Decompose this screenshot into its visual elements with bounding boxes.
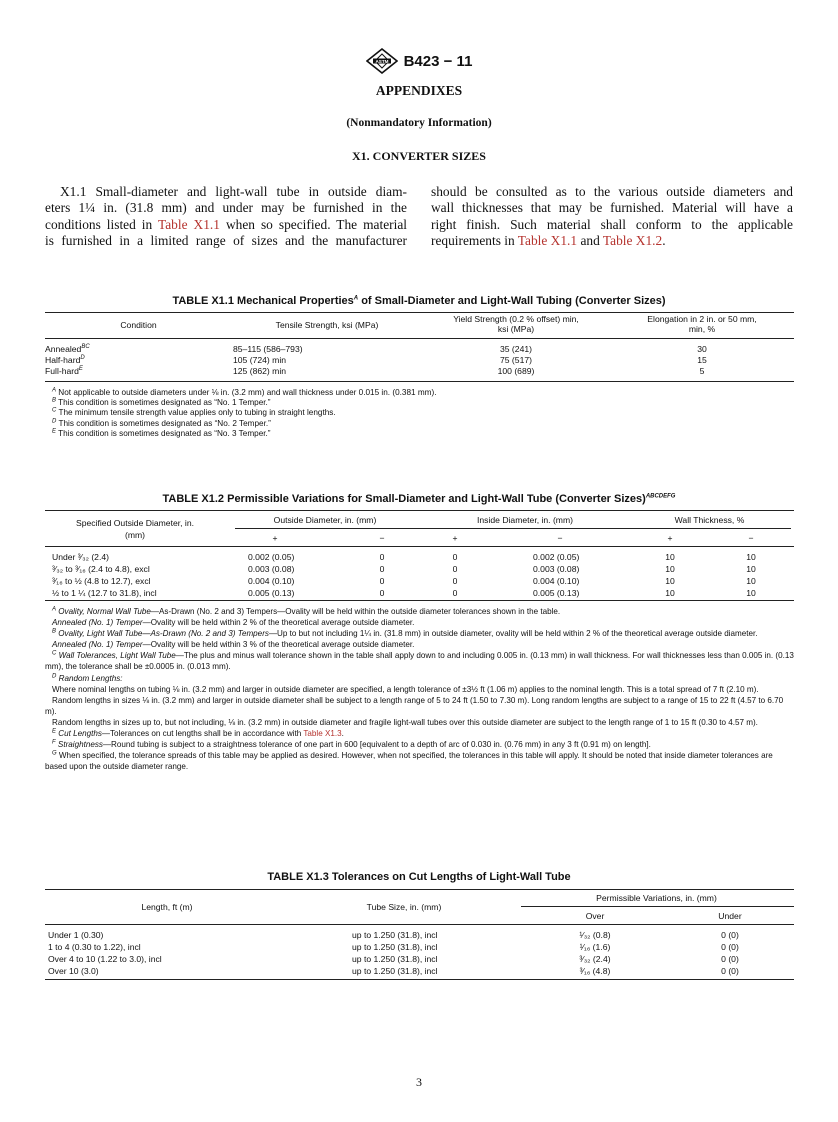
table-rule (45, 979, 794, 980)
col-header-wall-thickness: Wall Thickness, % (674, 515, 745, 525)
table-cell: 0.002 (0.05) (533, 552, 580, 562)
table-cell: 10 (665, 552, 675, 562)
col-header-outside-diameter: Outside Diameter, in. (mm) (273, 515, 377, 525)
table-cell: 0 (452, 588, 458, 598)
table-cell: 10 (746, 588, 756, 598)
table-cell: Under 1 (0.30) (48, 930, 104, 940)
table-cell: 0.005 (0.13) (533, 588, 580, 598)
table-rule (45, 312, 794, 313)
table-x1-2-footnotes: $^A$ Ovality, Normal Wall Tube—As-Drawn (No. 2 and 3) Tempers—Ovality will be held within the outside diameter tolerances shown in the table. Annealed (No. 1) Temper—Ovality will be held within 2 % of the theoretical average outside diameter. $^B$ Ovality, Light Wall Tube—As-Drawn (No. 2 and 3) Tempers—Up to but not including 1¼ in. (31.8 mm) in outside diameter, ovality will be held within 2 % of the theoretical average outside diameter. Annealed (No. 1) Temper—Ovality will be held within 3 % of the theoretical average outside diameter. $^C$ Wall Tolerances, Light Wall Tube—The plus and minus wall tolerance shown in the table shall apply down to and including 0.005 in. (0.13 mm) in wall thickness. For wall thicknesses less than 0.005 in. (0.13 mm), the tolerance shall be ±0.0005 in. (0.013 mm). $^D$ Random Lengths: Where nominal lengths on tubing ⅛ in. (3.2 mm) and larger in outside diameter are specified, a length tolerance of ±3½ ft (1.06 m) applies to the nominal length. This is a total spread of 7 ft (2.10 m). Random lengths in sizes ⅛ in. (3.2 mm) and larger in outside diameter shall be subject to a length range of 5 to 24 ft (1.50 to 7.30 m). Long random lengths are subject to a range of 15 to 22 ft (4.57 to 6.70 m). Random lengths in sizes up to, but not including, ⅛ in. (3.2 mm) in outside diameter and fragile light-wall tubes over this outside diameter are subject to the length range of 1 to 15 ft (0.30 to 4.57 m). $^E$ Cut Lengths—Tolerances on cut lengths shall be in accordance with Table X1.3. $^F$ Straightness—Round tubing is subject to a straightness tolerance of one part in 600 [equivalent to a depth of arc of 0.030 in. (0.76 mm) in any 3 ft (0.91 m) on length]. $^G$ When specified, the tolerance spreads of this table may be applied as desired. However, when not specified, the tolerances in this table will apply. It should be noted that inside diameter tolerances are based upon the outside diameter range. (45, 606, 794, 772)
svg-text:ASTM: ASTM (375, 58, 389, 64)
table-x1-1-footnotes: $^A$ Not applicable to outside diameters under ⅛ in. (3.2 mm) and wall thickness under 0.015 in. (0.381 mm). $^B$ This condition is sometimes designated as “No. 1 Temper.” $^C$ The minimum tensile strength value applies only to tubing in straight lengths. $^D$ This condition is sometimes designated as “No. 2 Temper.” $^E$ This condition is sometimes designated as “No. 3 Temper.” (52, 387, 437, 438)
table-cell: up to 1.250 (31.8), incl (352, 966, 438, 976)
page-number: 3 (416, 1075, 422, 1089)
paragraph-left-column (45, 184, 407, 249)
paragraph-right-column (431, 184, 793, 249)
col-header-length: Length, ft (m) (141, 902, 193, 912)
table-cell: 0.002 (0.05) (248, 552, 295, 562)
table-cell: 0 (452, 576, 458, 586)
table-cell: Under ³⁄₃₂ (2.4) (52, 552, 109, 562)
table-cell: 0 (0) (721, 942, 739, 952)
table-cell: 0 (0) (721, 930, 739, 940)
table-rule (45, 510, 794, 511)
para-line: requirements in Table X1.1 and Table X1.2. (431, 232, 666, 248)
para-line: conditions listed in Table X1.1 when so specified. The material (45, 216, 407, 232)
table-x1-3-caption: TABLE X1.3 Tolerances on Cut Lengths of Light-Wall Tube (267, 871, 571, 883)
table-cell: 10 (665, 564, 675, 574)
table-cell: 0.003 (0.08) (248, 564, 295, 574)
table-cell: up to 1.250 (31.8), incl (352, 954, 438, 964)
table-cell: 105 (724) min (233, 355, 287, 365)
minus-header: − (379, 533, 385, 543)
minus-header: − (748, 533, 754, 543)
table-cell: 35 (241) (499, 344, 532, 354)
table-cell: 0 (452, 552, 458, 562)
table-cell: ½ to 1 ¼ (12.7 to 31.8), incl (52, 588, 157, 598)
plus-header: + (452, 533, 458, 543)
col-header-elongation: Elongation in 2 in. or 50 mm, min, % (647, 314, 757, 335)
table-rule (235, 528, 791, 529)
para-line: should be consulted as to the various outside diameters and (431, 184, 793, 199)
table-cell: 0 (0) (721, 954, 739, 964)
para-line: wall thicknesses that may be furnished. Material will have a (431, 200, 793, 216)
table-cell: Over 4 to 10 (1.22 to 3.0), incl (48, 954, 162, 964)
table-x1-3-link[interactable]: Table X1.3 (303, 729, 342, 739)
table-cell: up to 1.250 (31.8), incl (352, 930, 438, 940)
plus-header: + (272, 533, 278, 543)
table-rule (45, 600, 794, 601)
table-cell: ¹⁄₃₂ (0.8) (579, 930, 611, 940)
para-line: right finish. Such material shall conform to the applicable (431, 216, 793, 232)
col-header-tensile: Tensile Strength, ksi (MPa) (275, 320, 379, 330)
table-cell: 0.004 (0.10) (248, 576, 295, 586)
appendixes-heading: APPENDIXES (375, 83, 463, 98)
col-header-inside-diameter: Inside Diameter, in. (mm) (477, 515, 573, 525)
plus-header: + (667, 533, 673, 543)
table-cell: 10 (746, 564, 756, 574)
table-cell: ³⁄₃₂ to ³⁄₁₆ (2.4 to 4.8), excl (52, 564, 150, 574)
table-cell: 30 (697, 344, 707, 354)
col-header-tube-size: Tube Size, in. (mm) (366, 902, 442, 912)
table-cell: 1 to 4 (0.30 to 1.22), incl (48, 942, 141, 952)
table-cell: 0 (379, 576, 385, 586)
table-cell: 0.005 (0.13) (248, 588, 295, 598)
para-line: eters 1¼ in. (31.8 mm) and under may be furnished in the (45, 200, 407, 216)
table-cell: ³⁄₁₆ (4.8) (579, 966, 611, 976)
table-cell: 0 (452, 564, 458, 574)
table-cell: 100 (689) (497, 366, 535, 376)
col-header-under: Under (718, 911, 742, 921)
table-x1-1-link[interactable]: Table X1.1 (517, 232, 578, 248)
table-cell: Half-hard$^D$ (45, 355, 85, 365)
table-cell: Over 10 (3.0) (48, 966, 99, 976)
col-header-yield: Yield Strength (0.2 % offset) min, ksi (MPa) (453, 314, 579, 335)
table-cell: 10 (746, 552, 756, 562)
table-cell: 125 (862) min (233, 366, 287, 376)
astm-logo-icon (366, 48, 398, 74)
table-rule (45, 381, 794, 382)
table-cell: Annealed$^{BC}$ (45, 344, 90, 354)
table-cell: ³⁄₃₂ (2.4) (579, 954, 611, 964)
table-rule (45, 338, 794, 339)
table-cell: 0 (379, 564, 385, 574)
table-rule (521, 906, 794, 907)
table-x1-1-caption: TABLE X1.1 Mechanical Properties$^A$ of Small-Diameter and Light-Wall Tubing (Converter Sizes) (172, 295, 666, 307)
table-rule (45, 889, 794, 890)
page-header (0, 48, 838, 74)
section-heading: X1. CONVERTER SIZES (352, 149, 486, 163)
table-cell: 0 (379, 588, 385, 598)
table-cell: 10 (665, 588, 675, 598)
table-cell: 0 (379, 552, 385, 562)
para-line: is furnished in a limited range of sizes and the manufacturer (45, 232, 407, 248)
table-cell: Full-hard$^E$ (45, 366, 83, 376)
table-cell: 0.003 (0.08) (533, 564, 580, 574)
table-cell: 85–115 (586–793) (233, 344, 303, 354)
table-cell: ¹⁄₁₆ (1.6) (579, 942, 611, 952)
table-cell: 0 (0) (721, 966, 739, 976)
para-line: X1.1 Small-diameter and light-wall tube in outside diam- (60, 184, 407, 199)
col-header-over: Over (585, 911, 605, 921)
document-code: B423 − 11 (403, 52, 473, 70)
minus-header: − (557, 533, 563, 543)
col-header-condition: Condition (120, 320, 157, 330)
table-cell: 10 (665, 576, 675, 586)
table-cell: ³⁄₁₆ to ½ (4.8 to 12.7), excl (52, 576, 151, 586)
nonmandatory-heading: (Nonmandatory Information) (346, 117, 492, 129)
col-header-permissible-variations: Permissible Variations, in. (mm) (596, 893, 717, 903)
table-cell: 15 (697, 355, 707, 365)
table-x1-2-caption: TABLE X1.2 Permissible Variations for Small-Diameter and Light-Wall Tube (Converter Sizes)$^{ABCDEFG}$ (162, 493, 676, 505)
table-cell: 75 (517) (499, 355, 532, 365)
table-x1-1-link[interactable]: Table X1.1 (157, 216, 220, 232)
table-cell: 5 (699, 366, 705, 376)
table-cell: up to 1.250 (31.8), incl (352, 942, 438, 952)
table-cell: 10 (746, 576, 756, 586)
table-rule (45, 546, 794, 547)
col-header-specified-od: Specified Outside Diameter, in. (mm) (76, 518, 194, 541)
table-cell: 0.004 (0.10) (533, 576, 580, 586)
table-x1-2-link[interactable]: Table X1.2 (602, 232, 663, 248)
table-rule (45, 924, 794, 925)
